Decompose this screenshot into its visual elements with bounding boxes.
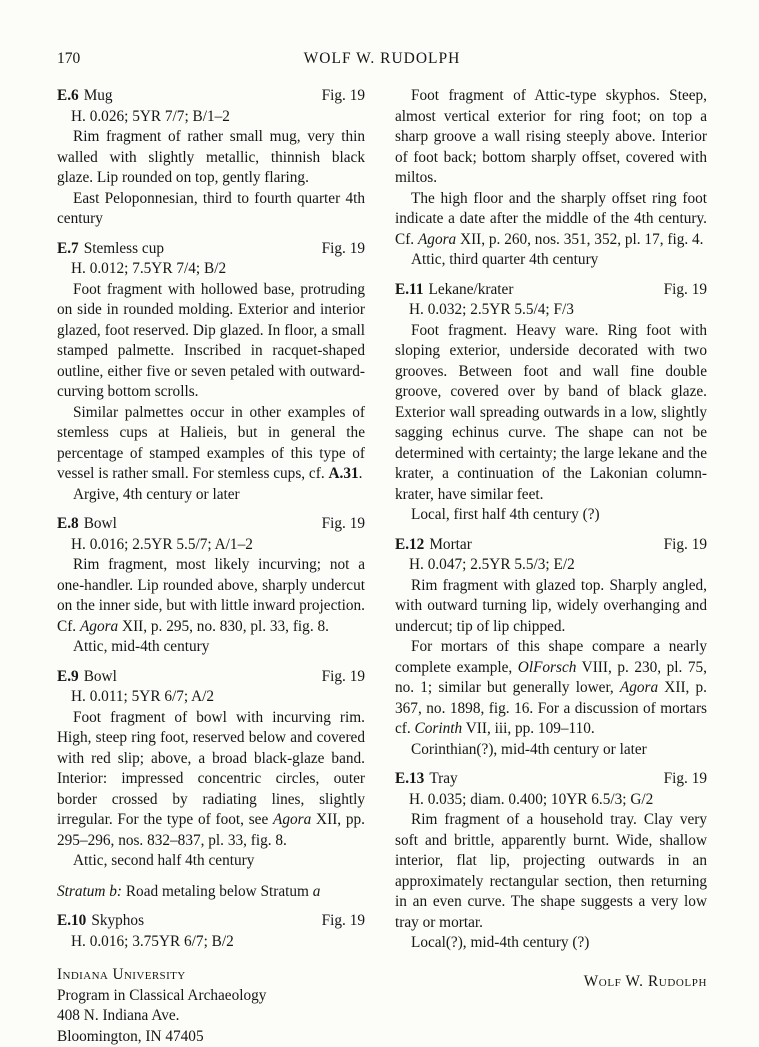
entry-title: Tray — [429, 769, 457, 790]
entry-heading — [395, 535, 707, 556]
body-paragraph: Rim fragment with glazed top. Sharply angled, with outward turning lip, widely overhanging and undercut; tip of lip chipped. — [395, 576, 707, 638]
entry-figure-ref: Fig. 19 — [664, 535, 707, 556]
catalog-entry — [395, 535, 707, 761]
entry-measurements: H. 0.016; 2.5YR 5.5/7; A/1–2 — [57, 535, 365, 556]
body-paragraph: Local, first half 4th century (?) — [395, 505, 707, 526]
entry-measurements: H. 0.012; 7.5YR 7/4; B/2 — [57, 259, 365, 280]
body-paragraph: Argive, 4th century or later — [57, 485, 365, 506]
entry-number: E.10 — [57, 911, 86, 932]
catalog-entry — [57, 667, 365, 872]
entry-title: Mug — [84, 86, 113, 107]
body-paragraph: Foot fragment. Heavy ware. Ring foot with sloping exterior, underside decorated with two grooves. Between foot and wall fine double groove, covered over by band of black glaze. Exterior wall spreading outwards in a low, slightly sagging echinus curve. The shape can not be determined with certainty; the large lekane and the krater, a continuation of the Lakonian column-krater, have similar feet. — [395, 321, 707, 506]
entry-figure-ref: Fig. 19 — [322, 86, 365, 107]
body-paragraph: Rim fragment of a household tray. Clay very soft and brittle, apparently burnt. Wide, shallow interior, flat lip, projecting outwards in an approximately rectangular section, then returning in an even curve. The shape suggests a very low tray or mortar. — [395, 810, 707, 933]
body-paragraph: For mortars of this shape compare a nearly complete example, OlForsch VIII, p. 230, pl. 75, no. 1; similar but generally lower, Agora XII, p. 367, no. 1898, fig. 16. For a discussion of mortars cf. Corinth VII, iii, pp. 109–110. — [395, 637, 707, 740]
left-column — [57, 86, 365, 1047]
body-paragraph: East Peloponnesian, third to fourth quarter 4th century — [57, 189, 365, 230]
entry-number: E.13 — [395, 769, 424, 790]
body-paragraph: Rim fragment, most likely incurving; not a one-handler. Lip rounded above, sharply undercut on the inner side, but with little inward projection. Cf. Agora XII, p. 295, no. 830, pl. 33, fig. 8. — [57, 555, 365, 637]
entry-measurements: H. 0.011; 5YR 6/7; A/2 — [57, 687, 365, 708]
entry-title: Stemless cup — [84, 239, 164, 260]
address-line: 408 N. Indiana Ave. — [57, 1006, 365, 1027]
entry-number: E.8 — [57, 514, 79, 535]
entry-heading — [57, 86, 365, 107]
entry-measurements: H. 0.016; 3.75YR 6/7; B/2 — [57, 932, 365, 953]
entry-heading — [395, 769, 707, 790]
catalog-entry — [395, 280, 707, 526]
entry-figure-ref: Fig. 19 — [322, 514, 365, 535]
running-head: WOLF W. RUDOLPH — [57, 50, 707, 68]
body-paragraph: Attic, second half 4th century — [57, 851, 365, 872]
body-paragraph: The high floor and the sharply offset ring foot indicate a date after the middle of the 4th century. Cf. Agora XII, p. 260, nos. 351, 352, pl. 17, fig. 4. — [395, 189, 707, 251]
institution-name: Indiana University — [57, 965, 365, 986]
body-paragraph: Foot fragment of bowl with incurving rim. High, steep ring foot, reserved below and covered with red slip; above, a broad black-glaze band. Interior: impressed concentric circles, outer border crossed by radiating lines, slightly irregular. For the type of foot, see Agora XII, pp. 295–296, nos. 832–837, pl. 33, fig. 8. — [57, 708, 365, 852]
body-paragraph: Attic, mid-4th century — [57, 637, 365, 658]
entry-number: E.9 — [57, 667, 79, 688]
entry-figure-ref: Fig. 19 — [322, 911, 365, 932]
body-paragraph: Similar palmettes occur in other examples of stemless cups at Halieis, but in general the percentage of stamped examples of this type of vessel is rather small. For stemless cups, cf. A.31. — [57, 403, 365, 485]
author-signature: Wolf W. Rudolph — [395, 972, 707, 993]
entry-measurements: H. 0.032; 2.5YR 5.5/4; F/3 — [395, 300, 707, 321]
catalog-entry — [57, 86, 365, 230]
catalog-entry — [395, 769, 707, 954]
entry-measurements: H. 0.035; diam. 0.400; 10YR 6.5/3; G/2 — [395, 790, 707, 811]
entry-heading — [57, 911, 365, 932]
author-address — [57, 965, 365, 1047]
entry-heading — [57, 514, 365, 535]
entry-heading — [57, 239, 365, 260]
entry-continuation — [395, 86, 707, 271]
entry-number: E.12 — [395, 535, 424, 556]
entry-number: E.6 — [57, 86, 79, 107]
address-line: Bloomington, IN 47405 — [57, 1027, 365, 1047]
stratum-note: Stratum b: Road metaling below Stratum a — [57, 882, 365, 903]
entry-heading — [57, 667, 365, 688]
entry-title: Skyphos — [91, 911, 144, 932]
entry-measurements: H. 0.026; 5YR 7/7; B/1–2 — [57, 107, 365, 128]
entry-figure-ref: Fig. 19 — [322, 667, 365, 688]
catalog-entry — [57, 911, 365, 952]
entry-number: E.11 — [395, 280, 423, 301]
entry-number: E.7 — [57, 239, 79, 260]
entry-title: Bowl — [84, 514, 117, 535]
catalog-entry — [57, 514, 365, 658]
catalog-entry — [57, 239, 365, 506]
entry-measurements: H. 0.047; 2.5YR 5.5/3; E/2 — [395, 555, 707, 576]
entry-figure-ref: Fig. 19 — [664, 769, 707, 790]
body-paragraph: Foot fragment with hollowed base, protruding on side in rounded molding. Exterior and interior glazed, foot reserved. Dip glazed. In floor, a small stamped palmette. Inscribed in racquet-shaped outline, either five or seven petaled with outward-curving bottom scrolls. — [57, 280, 365, 403]
entry-figure-ref: Fig. 19 — [664, 280, 707, 301]
text-columns — [57, 86, 707, 1047]
address-line: Program in Classical Archaeology — [57, 986, 365, 1007]
body-paragraph: Attic, third quarter 4th century — [395, 250, 707, 271]
body-paragraph: Foot fragment of Attic-type skyphos. Steep, almost vertical exterior for ring foot; on top a sharp groove a wall rising steeply above. Interior of foot back; bottom sharply offset, covered with miltos. — [395, 86, 707, 189]
entry-title: Bowl — [84, 667, 117, 688]
entry-title: Mortar — [429, 535, 471, 556]
page-number: 170 — [57, 50, 80, 68]
entry-figure-ref: Fig. 19 — [322, 239, 365, 260]
body-paragraph: Local(?), mid-4th century (?) — [395, 933, 707, 954]
page-header — [57, 50, 707, 70]
body-paragraph: Corinthian(?), mid-4th century or later — [395, 740, 707, 761]
entry-heading — [395, 280, 707, 301]
entry-title: Lekane/krater — [428, 280, 513, 301]
right-column — [395, 86, 707, 1047]
body-paragraph: Rim fragment of rather small mug, very thin walled with slightly metallic, thinnish black glaze. Lip rounded on top, gently flaring. — [57, 127, 365, 189]
